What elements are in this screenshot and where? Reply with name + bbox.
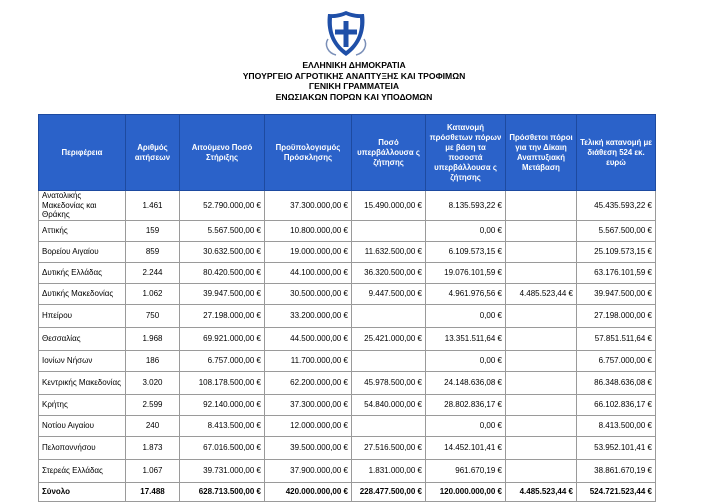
column-header: Αιτούμενο Ποσό Στήριξης bbox=[180, 115, 265, 191]
table-row bbox=[39, 241, 656, 262]
region-cell: Ανατολικής Μακεδονίας και Θράκης bbox=[39, 191, 126, 221]
excess-demand-cell: 15.490.000,00 € bbox=[352, 191, 426, 221]
allocation-table bbox=[38, 114, 656, 502]
requested-amount-cell: 5.567.500,00 € bbox=[180, 220, 265, 241]
just-transition-cell bbox=[506, 241, 577, 262]
table-row bbox=[39, 459, 656, 482]
excess-demand-cell bbox=[352, 220, 426, 241]
applications-cell: 186 bbox=[126, 350, 180, 371]
applications-cell: 1.968 bbox=[126, 327, 180, 350]
region-cell: Στερεάς Ελλάδας bbox=[39, 459, 126, 482]
requested-amount-cell: 80.420.500,00 € bbox=[180, 262, 265, 283]
just-transition-cell bbox=[506, 191, 577, 221]
final-allocation-cell: 8.413.500,00 € bbox=[577, 415, 656, 436]
column-header: Πρόσθετοι πόροι για την Δίκαιη Αναπτυξιακή Μετάβαση bbox=[506, 115, 577, 191]
budget-cell: 44.100.000,00 € bbox=[265, 262, 352, 283]
budget-cell: 39.500.000,00 € bbox=[265, 436, 352, 459]
region-cell: Κεντρικής Μακεδονίας bbox=[39, 371, 126, 394]
region-cell: Ιονίων Νήσων bbox=[39, 350, 126, 371]
final-allocation-cell: 6.757.000,00 € bbox=[577, 350, 656, 371]
column-header: Περιφέρεια bbox=[39, 115, 126, 191]
table-row bbox=[39, 262, 656, 283]
additional-allocation-cell: 8.135.593,22 € bbox=[426, 191, 506, 221]
additional-allocation-cell: 0,00 € bbox=[426, 350, 506, 371]
requested-amount-cell: 30.632.500,00 € bbox=[180, 241, 265, 262]
applications-cell: 859 bbox=[126, 241, 180, 262]
budget-cell: 37.300.000,00 € bbox=[265, 191, 352, 221]
column-header: Αριθμός αιτήσεων bbox=[126, 115, 180, 191]
just-transition-cell bbox=[506, 262, 577, 283]
just-transition-cell bbox=[506, 304, 577, 327]
additional-allocation-cell: 19.076.101,59 € bbox=[426, 262, 506, 283]
budget-cell: 44.500.000,00 € bbox=[265, 327, 352, 350]
requested-amount-cell: 69.921.000,00 € bbox=[180, 327, 265, 350]
additional-allocation-cell: 6.109.573,15 € bbox=[426, 241, 506, 262]
budget-cell: 33.200.000,00 € bbox=[265, 304, 352, 327]
column-header: Τελική κατανομή με διάθεση 524 εκ. ευρώ bbox=[577, 115, 656, 191]
just-transition-cell bbox=[506, 327, 577, 350]
additional-allocation-cell: 28.802.836,17 € bbox=[426, 394, 506, 415]
excess-demand-cell: 1.831.000,00 € bbox=[352, 459, 426, 482]
budget-cell: 11.700.000,00 € bbox=[265, 350, 352, 371]
excess-demand-cell bbox=[352, 304, 426, 327]
excess-demand-cell: 27.516.500,00 € bbox=[352, 436, 426, 459]
region-cell: Δυτικής Ελλάδας bbox=[39, 262, 126, 283]
table-row bbox=[39, 283, 656, 304]
additional-allocation-cell: 0,00 € bbox=[426, 415, 506, 436]
just-transition-cell bbox=[506, 436, 577, 459]
header-line-3: ΓΕΝΙΚΗ ΓΡΑΜΜΑΤΕΙΑ bbox=[308, 81, 400, 92]
final-allocation-cell: 39.947.500,00 € bbox=[577, 283, 656, 304]
table-row bbox=[39, 371, 656, 394]
just-transition-cell bbox=[506, 394, 577, 415]
requested-amount-cell: 92.140.000,00 € bbox=[180, 394, 265, 415]
additional-allocation-cell: 13.351.511,64 € bbox=[426, 327, 506, 350]
final-allocation-cell: 45.435.593,22 € bbox=[577, 191, 656, 221]
excess-demand-cell: 54.840.000,00 € bbox=[352, 394, 426, 415]
table-row bbox=[39, 394, 656, 415]
final-allocation-cell: 53.952.101,41 € bbox=[577, 436, 656, 459]
just-transition-cell bbox=[506, 371, 577, 394]
excess-demand-cell: 45.978.500,00 € bbox=[352, 371, 426, 394]
final-allocation-cell: 38.861.670,19 € bbox=[577, 459, 656, 482]
column-header: Ποσό υπερβάλλουσα ς ζήτησης bbox=[352, 115, 426, 191]
table-row bbox=[39, 415, 656, 436]
additional-allocation-cell: 24.148.636,08 € bbox=[426, 371, 506, 394]
region-cell: Πελοποννήσου bbox=[39, 436, 126, 459]
total-excess-demand: 228.477.500,00 € bbox=[352, 482, 426, 501]
just-transition-cell bbox=[506, 415, 577, 436]
budget-cell: 30.500.000,00 € bbox=[265, 283, 352, 304]
greek-coat-of-arms-icon bbox=[322, 9, 370, 59]
total-row bbox=[39, 482, 656, 501]
total-additional-allocation: 120.000.000,00 € bbox=[426, 482, 506, 501]
just-transition-cell bbox=[506, 220, 577, 241]
requested-amount-cell: 27.198.000,00 € bbox=[180, 304, 265, 327]
applications-cell: 3.020 bbox=[126, 371, 180, 394]
header-line-4: ΕΝΩΣΙΑΚΩΝ ΠΟΡΩΝ ΚΑΙ ΥΠΟΔΟΜΩΝ bbox=[275, 91, 433, 102]
budget-cell: 10.800.000,00 € bbox=[265, 220, 352, 241]
total-final-allocation: 524.721.523,44 € bbox=[577, 482, 656, 501]
region-cell: Δυτικής Μακεδονίας bbox=[39, 283, 126, 304]
region-cell: Κρήτης bbox=[39, 394, 126, 415]
final-allocation-cell: 27.198.000,00 € bbox=[577, 304, 656, 327]
excess-demand-cell bbox=[352, 415, 426, 436]
final-allocation-cell: 63.176.101,59 € bbox=[577, 262, 656, 283]
excess-demand-cell: 25.421.000,00 € bbox=[352, 327, 426, 350]
applications-cell: 1.067 bbox=[126, 459, 180, 482]
region-cell: Βορείου Αιγαίου bbox=[39, 241, 126, 262]
budget-cell: 37.300.000,00 € bbox=[265, 394, 352, 415]
final-allocation-cell: 5.567.500,00 € bbox=[577, 220, 656, 241]
additional-allocation-cell: 961.670,19 € bbox=[426, 459, 506, 482]
document-header bbox=[0, 60, 708, 102]
additional-allocation-cell: 4.961.976,56 € bbox=[426, 283, 506, 304]
header-line-1: ΕΛΛΗΝΙΚΗ ΔΗΜΟΚΡΑΤΙΑ bbox=[302, 60, 406, 70]
final-allocation-cell: 86.348.636,08 € bbox=[577, 371, 656, 394]
total-requested-amount: 628.713.500,00 € bbox=[180, 482, 265, 501]
budget-cell: 12.000.000,00 € bbox=[265, 415, 352, 436]
applications-cell: 2.244 bbox=[126, 262, 180, 283]
requested-amount-cell: 67.016.500,00 € bbox=[180, 436, 265, 459]
table-row bbox=[39, 436, 656, 459]
requested-amount-cell: 6.757.000,00 € bbox=[180, 350, 265, 371]
just-transition-cell bbox=[506, 459, 577, 482]
requested-amount-cell: 52.790.000,00 € bbox=[180, 191, 265, 221]
excess-demand-cell: 36.320.500,00 € bbox=[352, 262, 426, 283]
additional-allocation-cell: 0,00 € bbox=[426, 220, 506, 241]
total-budget: 420.000.000,00 € bbox=[265, 482, 352, 501]
budget-cell: 37.900.000,00 € bbox=[265, 459, 352, 482]
column-header: Κατανομή πρόσθετων πόρων με βάση τα ποσοστά υπερβάλλουσα ς ζήτησης bbox=[426, 115, 506, 191]
table-row bbox=[39, 220, 656, 241]
just-transition-cell: 4.485.523,44 € bbox=[506, 283, 577, 304]
budget-cell: 62.200.000,00 € bbox=[265, 371, 352, 394]
applications-cell: 240 bbox=[126, 415, 180, 436]
requested-amount-cell: 8.413.500,00 € bbox=[180, 415, 265, 436]
table-row bbox=[39, 350, 656, 371]
additional-allocation-cell: 14.452.101,41 € bbox=[426, 436, 506, 459]
excess-demand-cell bbox=[352, 350, 426, 371]
total-applications: 17.488 bbox=[126, 482, 180, 501]
requested-amount-cell: 39.731.000,00 € bbox=[180, 459, 265, 482]
region-cell: Αττικής bbox=[39, 220, 126, 241]
total-label: Σύνολο bbox=[39, 482, 126, 501]
excess-demand-cell: 9.447.500,00 € bbox=[352, 283, 426, 304]
final-allocation-cell: 57.851.511,64 € bbox=[577, 327, 656, 350]
table-row bbox=[39, 304, 656, 327]
requested-amount-cell: 108.178.500,00 € bbox=[180, 371, 265, 394]
table-row bbox=[39, 327, 656, 350]
requested-amount-cell: 39.947.500,00 € bbox=[180, 283, 265, 304]
applications-cell: 159 bbox=[126, 220, 180, 241]
region-cell: Θεσσαλίας bbox=[39, 327, 126, 350]
additional-allocation-cell: 0,00 € bbox=[426, 304, 506, 327]
final-allocation-cell: 25.109.573,15 € bbox=[577, 241, 656, 262]
applications-cell: 1.873 bbox=[126, 436, 180, 459]
region-cell: Ηπείρου bbox=[39, 304, 126, 327]
table-header-row bbox=[39, 115, 656, 191]
total-just-transition: 4.485.523,44 € bbox=[506, 482, 577, 501]
header-line-2: ΥΠΟΥΡΓΕΙΟ ΑΓΡΟΤΙΚΗΣ ΑΝΑΠΤΥΞΗΣ ΚΑΙ ΤΡΟΦΙΜΩΝ bbox=[242, 70, 466, 81]
applications-cell: 1.062 bbox=[126, 283, 180, 304]
applications-cell: 1.461 bbox=[126, 191, 180, 221]
budget-cell: 19.000.000,00 € bbox=[265, 241, 352, 262]
region-cell: Νοτίου Αιγαίου bbox=[39, 415, 126, 436]
column-header: Προϋπολογισμός Πρόσκλησης bbox=[265, 115, 352, 191]
excess-demand-cell: 11.632.500,00 € bbox=[352, 241, 426, 262]
table-row bbox=[39, 191, 656, 221]
final-allocation-cell: 66.102.836,17 € bbox=[577, 394, 656, 415]
just-transition-cell bbox=[506, 350, 577, 371]
applications-cell: 2.599 bbox=[126, 394, 180, 415]
applications-cell: 750 bbox=[126, 304, 180, 327]
